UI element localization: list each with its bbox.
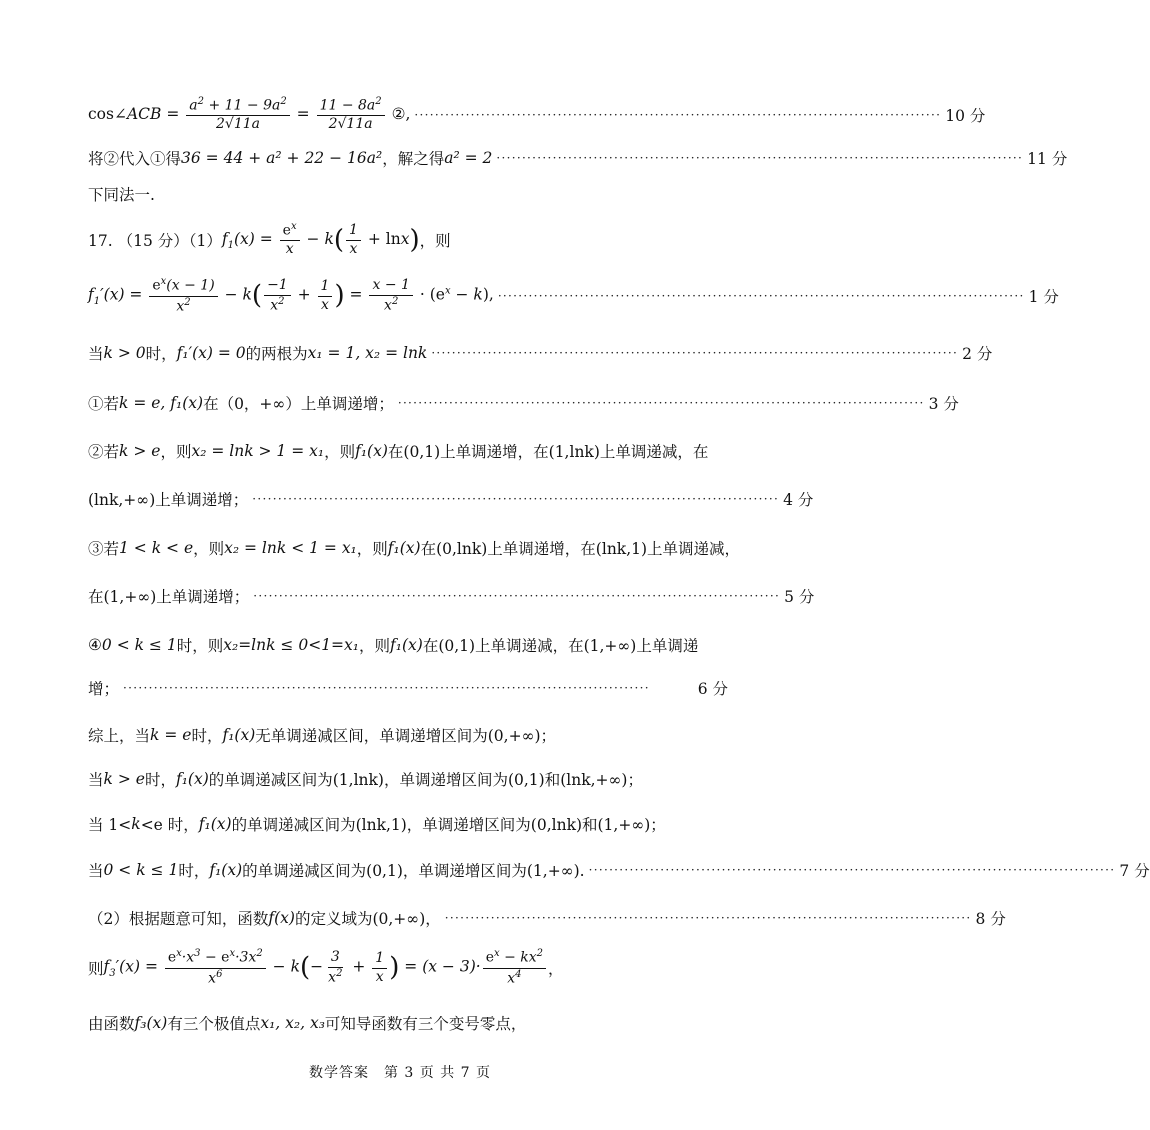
math-segment: 0 < k ≤ 1: [101, 636, 177, 654]
line-case-3: [88, 535, 741, 561]
line-summary-1: [88, 722, 556, 748]
math-segment: f₁(x): [390, 636, 423, 654]
math-segment: x₁, x₂, x₃: [260, 1014, 325, 1032]
text-segment: ，则: [324, 443, 356, 461]
text-segment: 的单调递减区间为(1,lnk)，单调递增区间为(0,1)和(lnk,+∞)；: [208, 771, 643, 789]
line-case-1: [88, 390, 959, 416]
math-segment: a² = 2: [444, 149, 493, 167]
text-segment: 由函数: [88, 1015, 135, 1033]
text-segment: 的单调递减区间为(lnk,1)，单调递增区间为(0,lnk)和(1,+∞)；: [231, 816, 666, 834]
text-segment: 无单调递减区间，单调递增区间为(0,+∞)；: [255, 727, 557, 745]
leader-dots: ·······································································································: [252, 492, 780, 506]
text-segment: 将②代入①得: [88, 150, 182, 168]
text-segment: 则: [88, 960, 104, 978]
math-segment: k > 0: [103, 344, 146, 362]
line-roots: [88, 340, 993, 366]
text-segment: 有三个极值点: [167, 1015, 261, 1033]
line-f1-derivative: [88, 273, 1059, 319]
text-segment: 时，则: [176, 637, 224, 655]
line-case-2-cont: [88, 486, 814, 512]
score-label: 6 分: [697, 680, 728, 698]
text-segment: 在(1,+∞)上单调递增；: [88, 588, 250, 606]
leader-dots: ·······································································································: [497, 289, 1025, 303]
line-substitute: [88, 145, 1068, 171]
line-f3-derivative: [88, 945, 564, 991]
score-label: 5 分: [784, 588, 815, 606]
text-segment: ，则: [160, 443, 192, 461]
text-segment: 在(0,1)上单调递减，在(1,+∞)上单调递: [422, 637, 699, 655]
line-case-3-cont: [88, 583, 815, 609]
leader-dots: ·······································································································: [431, 346, 959, 360]
score-label: 1 分: [1028, 288, 1059, 306]
math-segment: k > e: [103, 770, 145, 788]
math-segment: f₁(x): [355, 442, 388, 460]
text-segment: ，: [548, 960, 564, 978]
score-label: 2 分: [962, 345, 993, 363]
text-segment: ②若: [88, 443, 120, 461]
score-label: 4 分: [783, 491, 814, 509]
leader-dots: ·······································································································: [496, 151, 1024, 165]
math-segment: f₃(x): [134, 1014, 168, 1032]
text-segment: ③若: [88, 540, 120, 558]
math-segment: f₁(x): [222, 726, 256, 744]
math-segment: x₂=lnk ≤ 0<1=x₁: [223, 636, 360, 654]
line-problem-17: [88, 222, 451, 258]
f3-derivative-formula: $f_3'(x)$ = $\frac{e^x\cdot x^3 - e^x\cdot 3x^2}{x^6}$ − k(− $\frac{3}{x^2}$ + $\frac{1}{x}$ ) = (x − 3)· $\frac{e^x - kx^2}{x^4}$: [104, 948, 549, 987]
text-segment: (lnk,+∞)上单调递增；: [88, 491, 249, 509]
page-footer: 数学答案 第 3 页 共 7 页: [308, 1065, 492, 1081]
leader-dots: ·······································································································: [123, 681, 650, 695]
text-segment: 时，: [191, 727, 223, 745]
line-summary-3: [88, 811, 666, 837]
math-segment: x₂ = lnk < 1 = x₁: [224, 539, 357, 557]
text-segment: ，则: [193, 540, 225, 558]
score-label: 8 分: [975, 910, 1006, 928]
line-case-4-cont: [88, 675, 728, 701]
line-part-2: [88, 905, 1006, 931]
text-segment: 在(0,lnk)上单调递增，在(lnk,1)上单调递减，: [420, 540, 741, 558]
score-label: 11 分: [1027, 150, 1068, 168]
math-segment: f₁′(x) = 0: [176, 344, 246, 362]
cos-acb-formula: cos∠ACB = $\frac{a^2 + 11 - 9a^2}{2√11a}$ = $\frac{11 - 8a^2}{2√11a}$ ②,: [88, 96, 411, 133]
math-segment: k: [131, 815, 141, 833]
math-segment: f₁(x): [175, 770, 209, 788]
text-segment: ④: [88, 636, 102, 654]
text-segment: 可知导函数有三个变号零点，: [324, 1015, 527, 1033]
line-three-extrema: [88, 1010, 526, 1036]
leader-dots: ·······································································································: [444, 911, 972, 925]
math-segment: 1 < k < e: [119, 539, 194, 557]
text-segment: （2）根据题意可知，函数: [88, 910, 269, 928]
line-summary-4: [88, 857, 1150, 883]
score-label: 3 分: [928, 395, 959, 413]
text-segment: 在（0，+∞）上单调递增；: [203, 395, 394, 413]
text-segment: ，解之得: [382, 150, 445, 168]
math-segment: k = e: [150, 726, 192, 744]
score-label: 7 分: [1119, 862, 1150, 880]
line-cos-acb: [88, 92, 986, 138]
text-segment: 时，: [144, 771, 176, 789]
score-label: 10 分: [945, 107, 986, 125]
leader-dots: ·······································································································: [588, 863, 1116, 877]
math-segment: f₁(x): [209, 861, 243, 879]
text-segment: 当: [88, 345, 104, 363]
line-same-method: [88, 181, 155, 207]
text-segment: 当 1<: [88, 816, 132, 834]
math-segment: f₁(x): [198, 815, 232, 833]
text-segment: 当: [88, 771, 104, 789]
text-segment: ①若: [88, 395, 120, 413]
text-segment: ，则: [419, 232, 451, 250]
math-segment: f(x): [268, 909, 295, 927]
text-segment: 在(0,1)上单调递增，在(1,lnk)上单调递减，在: [387, 443, 709, 461]
text-segment: 综上，当: [88, 727, 151, 745]
text-segment: ，则: [359, 637, 391, 655]
leader-dots: ·······································································································: [253, 589, 781, 603]
text-segment: <e 时，: [140, 816, 199, 834]
text-segment: 的两根为: [245, 345, 308, 363]
text-segment: ，则: [356, 540, 388, 558]
math-segment: x₂ = lnk > 1 = x₁: [191, 442, 325, 460]
text-segment: 的定义域为(0,+∞)，: [294, 910, 441, 928]
line-summary-2: [88, 766, 643, 792]
math-segment: 36 = 44 + a² + 22 − 16a²: [181, 149, 383, 167]
problem-number: 17. （15 分）（1）: [88, 232, 222, 250]
text-segment: 时，: [145, 345, 177, 363]
text-segment: 下同法一.: [88, 186, 155, 204]
line-case-4: [88, 632, 728, 658]
leader-dots: ·······································································································: [414, 108, 942, 122]
text-segment: 时，: [178, 862, 210, 880]
math-segment: f₁(x): [387, 539, 421, 557]
math-segment: k = e, f₁(x): [119, 394, 204, 412]
line-case-2: [88, 438, 728, 464]
leader-dots: ·······································································································: [397, 396, 925, 410]
text-segment: 增；: [88, 680, 120, 698]
math-segment: k > e: [119, 442, 161, 460]
f1-definition: $f_1(x)$ = $\frac{e^x}{x}$ − k( $\frac{1}{x}$ + lnx): [221, 221, 420, 258]
math-segment: x₁ = 1, x₂ = lnk: [307, 344, 428, 362]
text-segment: 的单调递减区间为(0,1)，单调递增区间为(1,+∞).: [242, 862, 585, 880]
text-segment: 当: [88, 862, 104, 880]
math-segment: 0 < k ≤ 1: [103, 861, 179, 879]
f1-derivative-formula: $f_1'(x)$ = $\frac{e^x(x - 1)}{x^2}$ − k( $\frac{-1}{x^2}$ + $\frac{1}{x}$ ) = $\frac{x - 1}{x^2}$ · $(e^x - k)$,: [88, 276, 494, 315]
